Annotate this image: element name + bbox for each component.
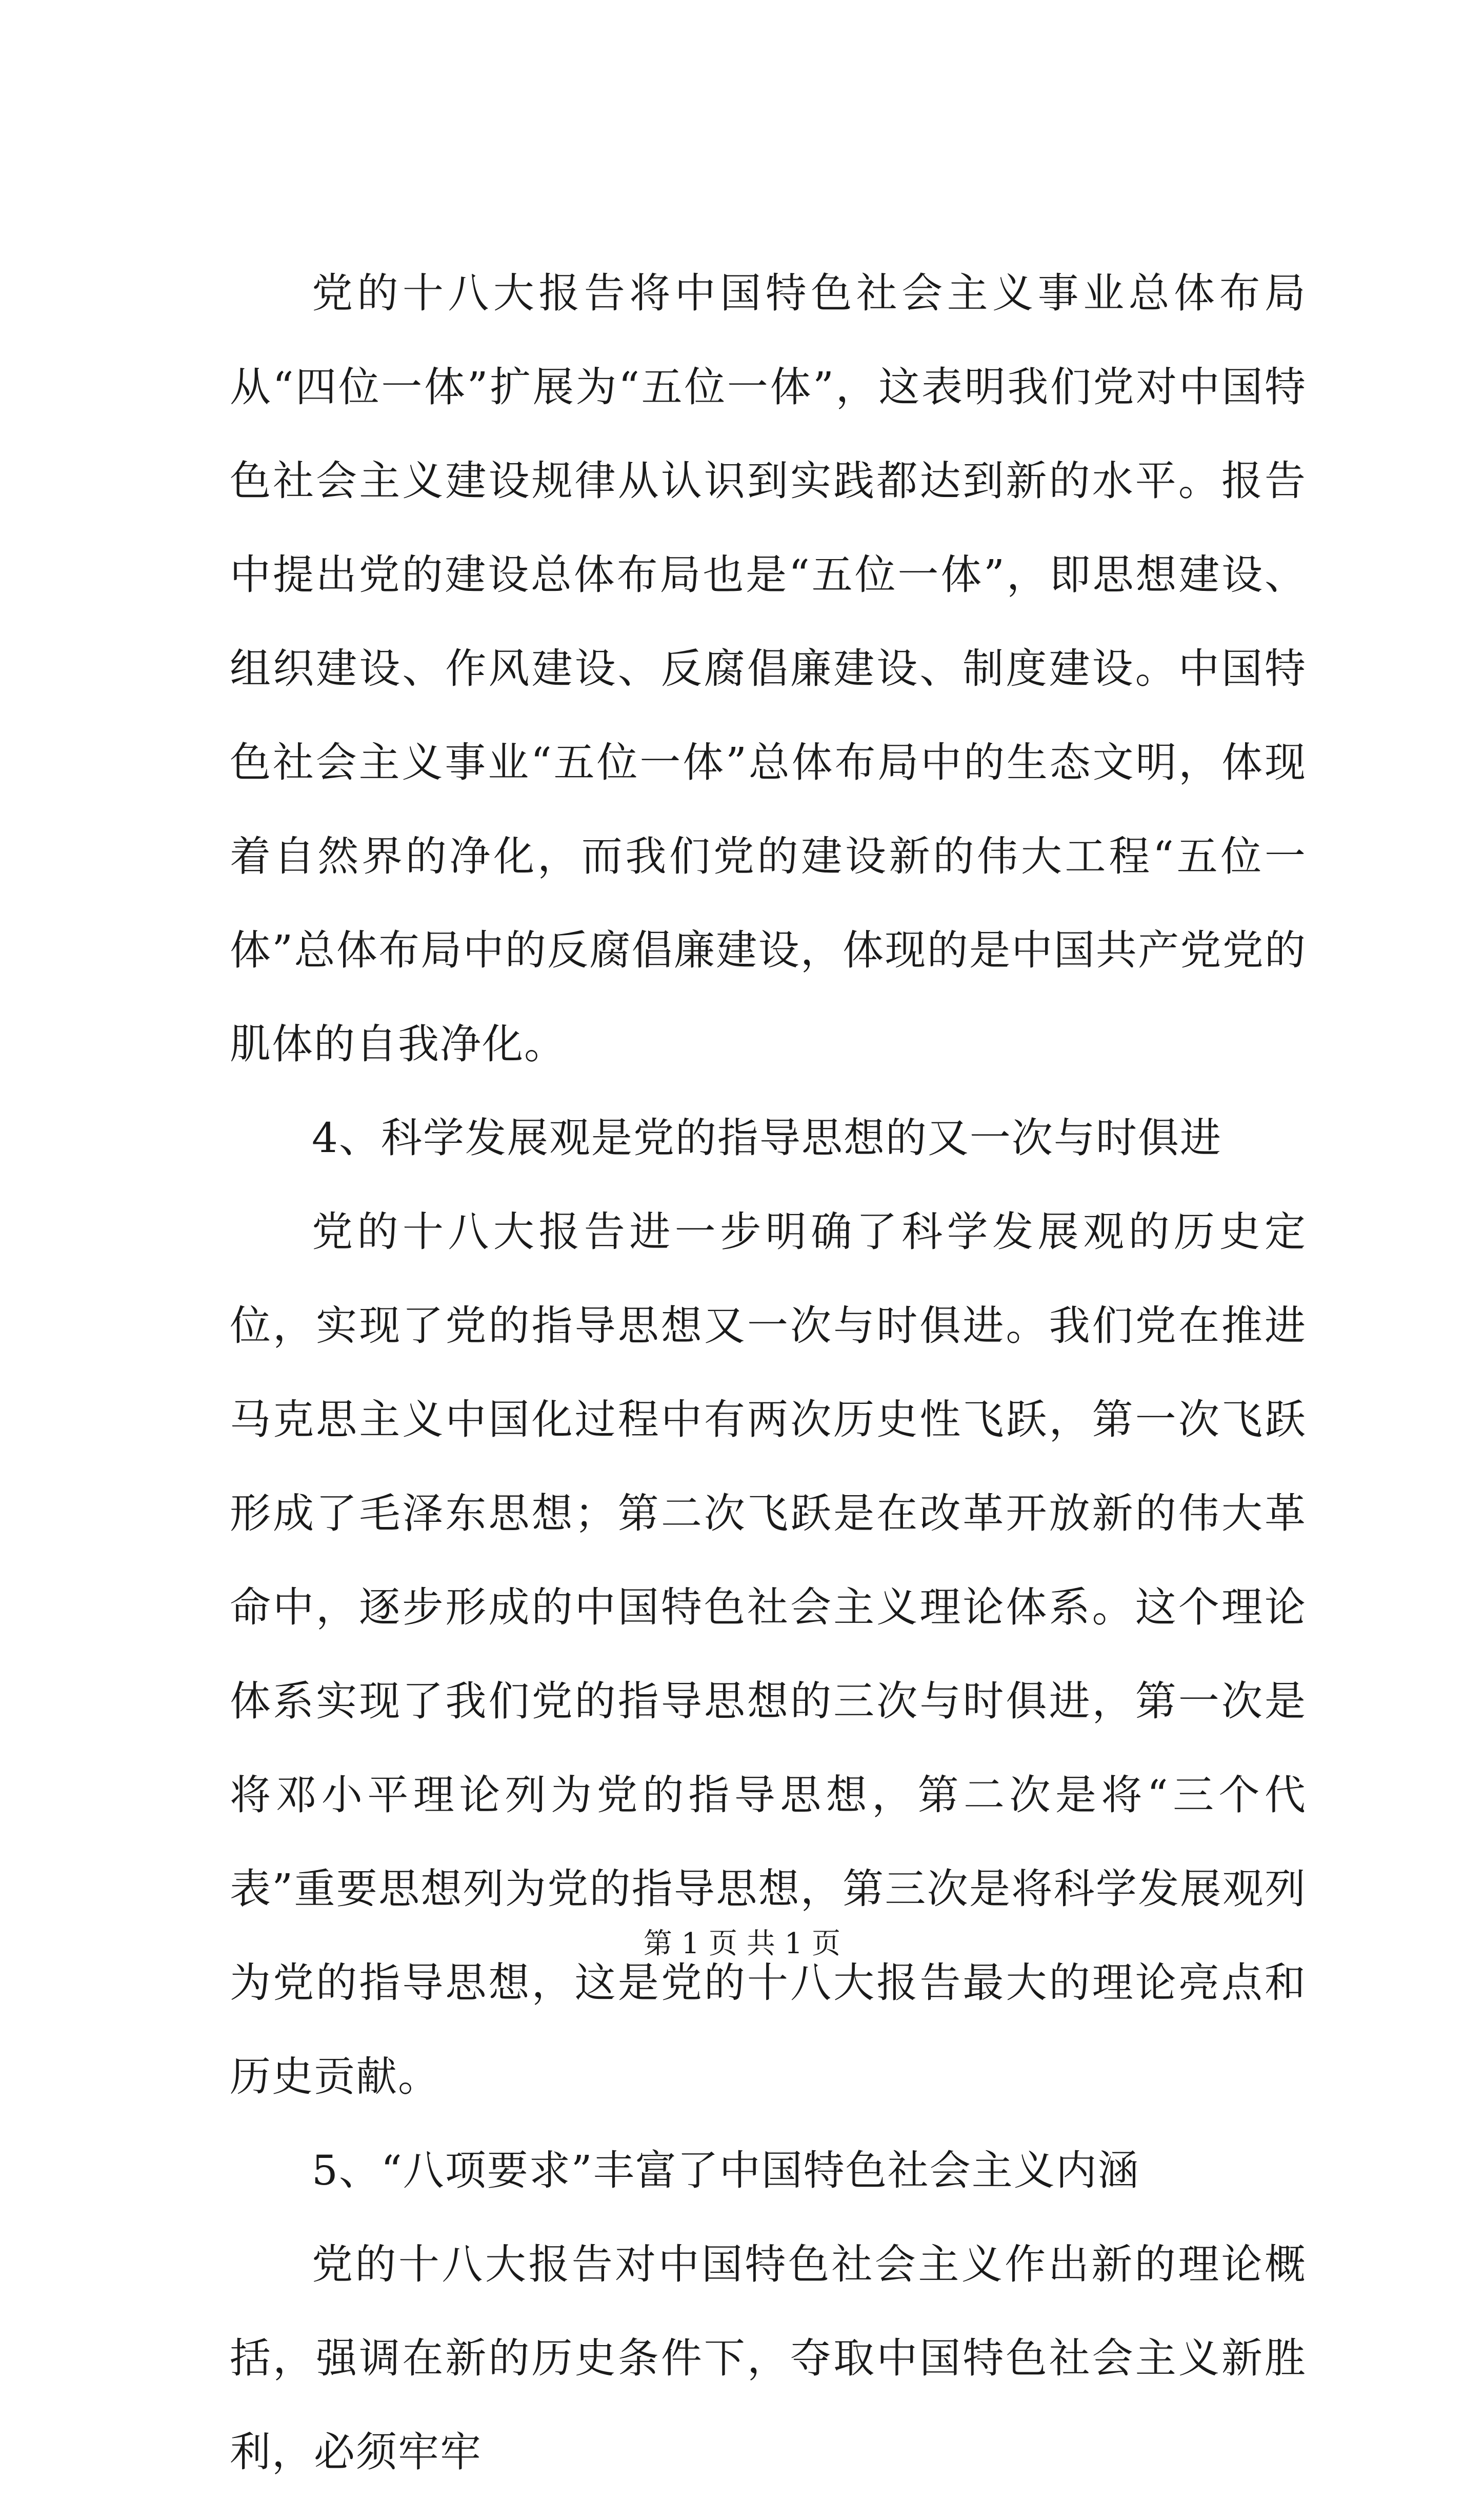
page-footer: 第 1 页 共 1 页 xyxy=(643,1927,841,1960)
paragraph-new-theoretical-summary: 党的十八大报告对中国特色社会主义作出新的理论概括，强调在新的历史条件下，夺取中国特色社会主义新胜利，必须牢牢 xyxy=(230,2240,1307,2476)
section-heading-5: 5、“八项要求”丰富了中国特色社会主义内涵 xyxy=(312,2147,1140,2194)
paragraph-scientific-outlook: 党的十八大报告进一步明确了科学发展观的历史定位，实现了党的指导思想又一次与时俱进。我们党在推进马克思主义中国化过程中有两次历史性飞跃，第一次飞跃形成了毛泽东思想；第二次飞跃是在改革开放新的伟大革命中，逐步形成的中国特色社会主义理论体系。这个理论体系实现了我们党的指导思想的三次与时俱进，第一次是将邓小平理论列为党的指导思想，第二次是将“三个代表”重要思想列为党的指导思想，第三次是将科学发展观列为党的指导思想，这是党的十八大报告最大的理论亮点和历史贡献。 xyxy=(230,1208,1307,2100)
paragraph-five-in-one-layout: 党的十八大报告将中国特色社会主义事业总体布局从“四位一体”扩展为“五位一体”，这表明我们党对中国特色社会主义建设规律从认识到实践都达到新的水平。报告中提出党的建设总体布局也是“五位一体”，即思想建设、组织建设、作风建设、反腐倡廉建设、制度建设。中国特色社会主义事业“五位一体”总体布局中的生态文明，体现着自然界的净化，而我们党的建设新的伟大工程“五位一体”总体布局中的反腐倡廉建设，体现的是中国共产党党的肌体的自我净化。 xyxy=(230,269,1307,1068)
section-heading-4: 4、科学发展观是党的指导思想的又一次与时俱进 xyxy=(312,1114,1222,1162)
document-body xyxy=(230,246,1307,2499)
